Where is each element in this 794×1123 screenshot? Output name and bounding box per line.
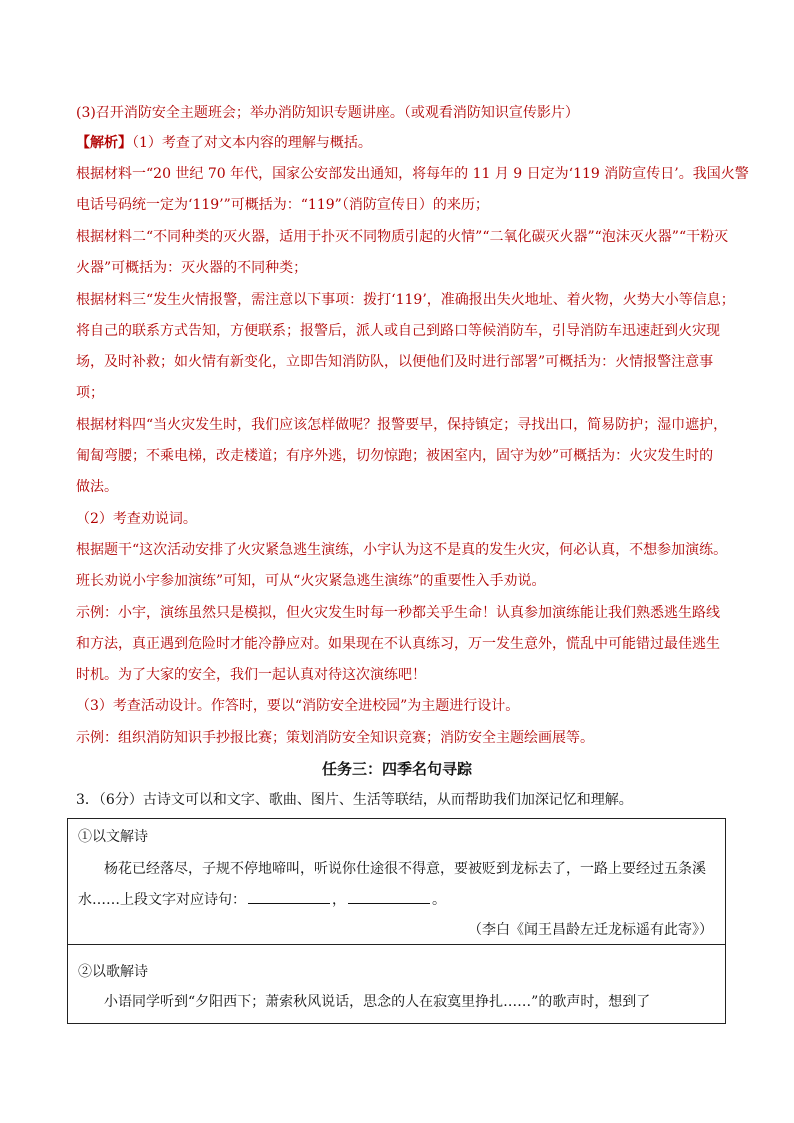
analysis-line: 根据材料四“当火灾发生时，我们应该怎样做呢？报警要早，保持镇定；寻找出口，简易防护；湿巾遮护，	[76, 417, 728, 433]
analysis-line: （3）考查活动设计。作答时，要以“消防安全进校园”为主题进行设计。	[76, 698, 520, 714]
analysis-line: （2）考查劝说词。	[76, 511, 197, 527]
answer-blank-1[interactable]	[248, 891, 330, 904]
answer-blank-2[interactable]	[348, 891, 430, 904]
analysis-line: 火器”可概括为：灭火器的不同种类；	[76, 260, 308, 276]
analysis-line: 根据题干“这次活动安排了火灾紧急逃生演练，小宇认为这不是真的发生火灾，何必认真，不想参加演练。	[76, 542, 728, 558]
section-title: 任务三：四季名句寻踪	[321, 760, 472, 778]
answer-line-3: (3)召开消防安全主题班会；举办消防知识专题讲座。（或观看消防知识宣传影片）	[76, 105, 579, 121]
analysis-line: 时机。为了大家的安全，我们一起认真对待这次演练吧！	[76, 667, 426, 683]
analysis-line: 示例：小宇，演练虽然只是模拟，但火灾发生时每一秒都关乎生命！认真参加演练能让我们熟悉逃生路线	[76, 605, 720, 621]
analysis-line: 匍匐弯腰；不乘电梯，改走楼道；有序外逃，切勿惊跑；被困室内，固守为妙”可概括为：火灾发生时的	[76, 448, 714, 464]
box-song-to-poem	[67, 944, 726, 1024]
box1-heading: ①以文解诗	[78, 829, 148, 845]
analysis-point-1: （1）考查了对文本内容的理解与概括。	[132, 135, 372, 151]
box1-line2-prefix: 水……上段文字对应诗句：	[78, 892, 246, 908]
box1-line1: 杨花已经落尽，子规不停地啼叫，听说你仕途很不得意，要被贬到龙标去了，一路上要经过五条溪	[104, 861, 706, 877]
box1-line2	[78, 891, 446, 909]
analysis-line: 根据材料一“20 世纪 70 年代，国家公安部发出通知，将每年的 11 月 9 日定为‘119 消防宣传日’。我国火警	[76, 166, 749, 182]
question-3: 3．（6分）古诗文可以和文字、歌曲、图片、生活等联结，从而帮助我们加深记忆和理解。	[76, 792, 633, 808]
analysis-line: 项；	[76, 385, 104, 401]
analysis-line: 示例：组织消防知识手抄报比赛；策划消防安全知识竞赛；消防安全主题绘画展等。	[76, 730, 594, 746]
analysis-line: 将自己的联系方式告知，方便联系；报警后，派人或自己到路口等候消防车，引导消防车迅速赶到火灾现	[76, 323, 720, 339]
box-text-to-poem	[67, 818, 726, 945]
analysis-line: 场，及时补救；如火情有新变化，立即告知消防队，以便他们及时进行部署”可概括为：火情报警注意事	[76, 354, 714, 370]
box1-line2-end: 。	[432, 892, 446, 908]
box1-line2-sep: ，	[332, 892, 346, 908]
analysis-label: 【解析】	[76, 135, 132, 151]
analysis-line: 做法。	[76, 479, 118, 495]
analysis-line: 根据材料三“发生火情报警，需注意以下事项：拨打‘119’，准确报出失火地址、着火物，火势大小等信息；	[76, 292, 735, 308]
analysis-line: 班长劝说小宇参加演练”可知，可从“火灾紧急逃生演练”的重要性入手劝说。	[76, 573, 546, 589]
analysis-line: 电话号码统一定为‘119’”可概括为：“119”（消防宣传日）的来历；	[76, 197, 489, 213]
analysis-line: 根据材料二“不同种类的灭火器，适用于扑灭不同物质引起的火情”“二氧化碳灭火器”“泡沫灭火器”“干粉灭	[76, 229, 729, 245]
box2-line1: 小语同学听到“夕阳西下；萧索秋风说话，思念的人在寂寞里挣扎……”的歌声时，想到了	[104, 994, 651, 1010]
box2-heading: ②以歌解诗	[78, 964, 148, 980]
box1-source: （李白《闻王昌龄左迁龙标遥有此寄》）	[468, 922, 713, 938]
analysis-line: 和方法，真正遇到危险时才能冷静应对。如果现在不认真练习，万一发生意外，慌乱中可能错过最佳逃生	[76, 636, 720, 652]
analysis-heading-line	[76, 134, 372, 152]
